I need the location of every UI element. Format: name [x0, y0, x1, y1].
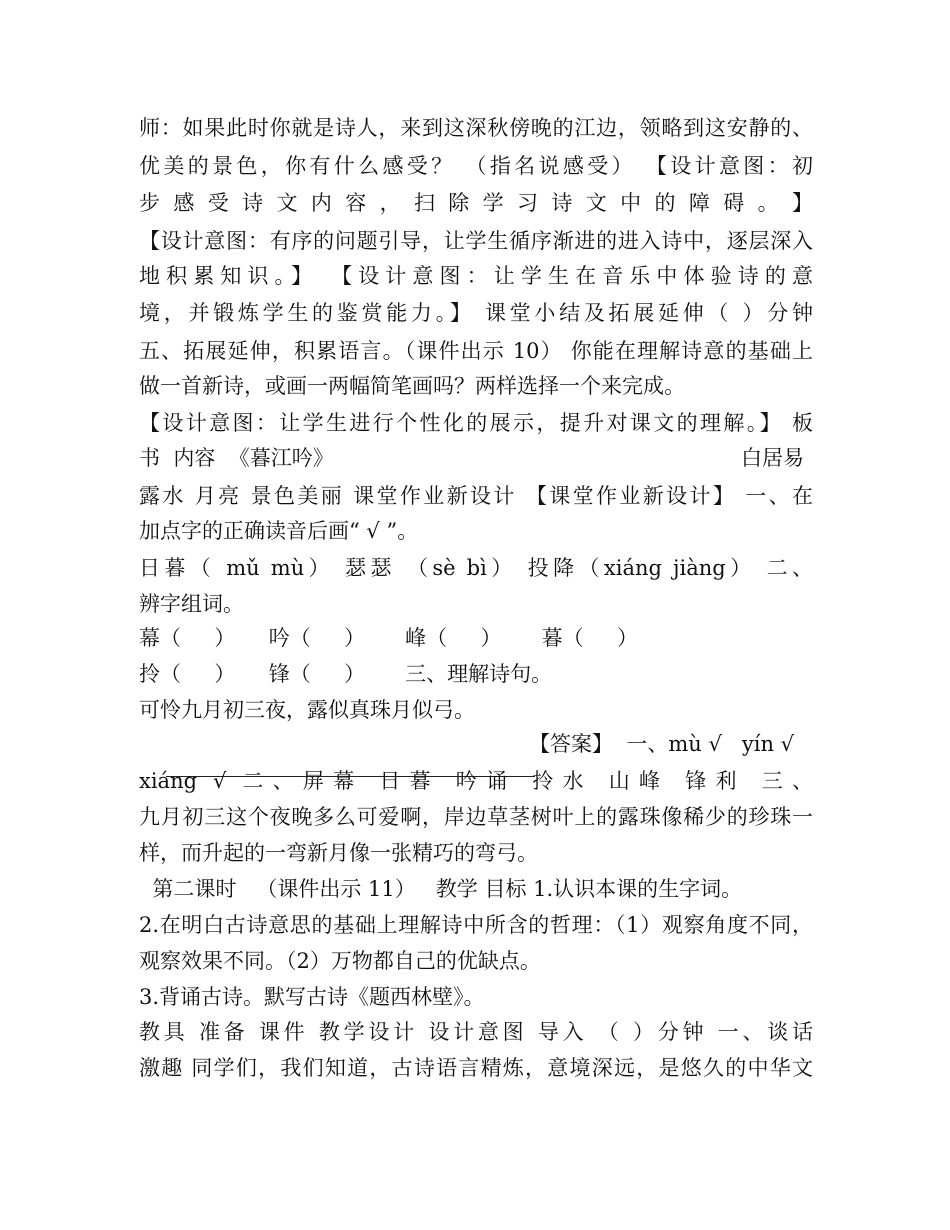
text-line: 幕（ ） 吟（ ） 峰（ ） 暮（ ）	[139, 626, 638, 650]
text-line: 九月初三这个夜晚多么可爱啊，岸边草茎树叶上的露珠像稀少的珍珠一	[139, 805, 813, 829]
text-line: 3.背诵古诗。默写古诗《题西林壁》。	[139, 985, 485, 1009]
text-line: 辨字组词。	[139, 592, 244, 616]
text-line: 可怜九月初三夜，露似真珠月似弓。	[139, 698, 475, 722]
text-line: 五、拓展延伸，积累语言。（课件出示 10） 你能在理解诗意的基础上	[139, 339, 813, 363]
text-line: 书 内容 《暮江吟》	[139, 446, 334, 470]
text-line: 【设计意图：有序的问题引导，让学生循序渐进的进入诗中，逐层深入	[139, 229, 813, 253]
text-line: 拎（ ） 锋（ ） 三、理解诗句。	[139, 662, 553, 686]
text-line: 地积累知识。】 【设计意图：让学生在音乐中体验诗的意	[139, 264, 813, 288]
text-line: 步 感 受 诗 文 内 容 ， 扫 除 学 习 诗 文 中 的 障 碍 。 】	[139, 191, 813, 215]
author-name: 白居易	[741, 446, 804, 470]
text-line: xiáng √ 二、屏幕 日暮 吟诵 拎水 山峰 锋利 三、	[139, 769, 813, 793]
text-line: 激趣 同学们，我们知道，古诗语言精炼，意境深远，是悠久的中华文	[139, 1056, 813, 1080]
text-line: 教具 准备 课件 教学设计 设计意图 导入 （ ）分钟 一、谈话	[139, 1020, 813, 1044]
answer-heading: 【答案】 一、mù √ yín √	[529, 732, 795, 756]
text-line: 【设计意图：让学生进行个性化的展示，提升对课文的理解。】 板	[139, 411, 813, 435]
text-line: 师：如果此时你就是诗人，来到这深秋傍晚的江边，领略到这安静的、	[139, 116, 813, 140]
text-line: 境，并锻炼学生的鉴赏能力。】 课堂小结及拓展延伸（ ）分钟	[139, 301, 813, 325]
text-line: 样，而升起的一弯新月像一张精巧的弯弓。	[139, 841, 538, 865]
text-line: 露水 月亮 景色美丽 课堂作业新设计 【课堂作业新设计】 一、在	[139, 484, 813, 508]
text-line: 加点字的正确读音后画“ √ ”。	[139, 519, 419, 543]
text-line: 日暮（ mǔ mù） 瑟瑟 （sè bì） 投降（xiáng jiàng） 二、	[139, 556, 813, 580]
text-line: 做一首新诗，或画一两幅简笔画吗？两样选择一个来完成。	[139, 374, 685, 398]
text-line: 第二课时 （课件出示 11） 教学 目标 1.认识本课的生字词。	[139, 877, 743, 901]
text-line: 观察效果不同。（2）万物都自己的优缺点。	[139, 949, 541, 973]
text-line: 优美的景色，你有什么感受？ （指名说感受） 【设计意图：初	[139, 154, 813, 178]
text-line: 2.在明白古诗意思的基础上理解诗中所含的哲理：（1）观察角度不同，	[139, 913, 813, 937]
